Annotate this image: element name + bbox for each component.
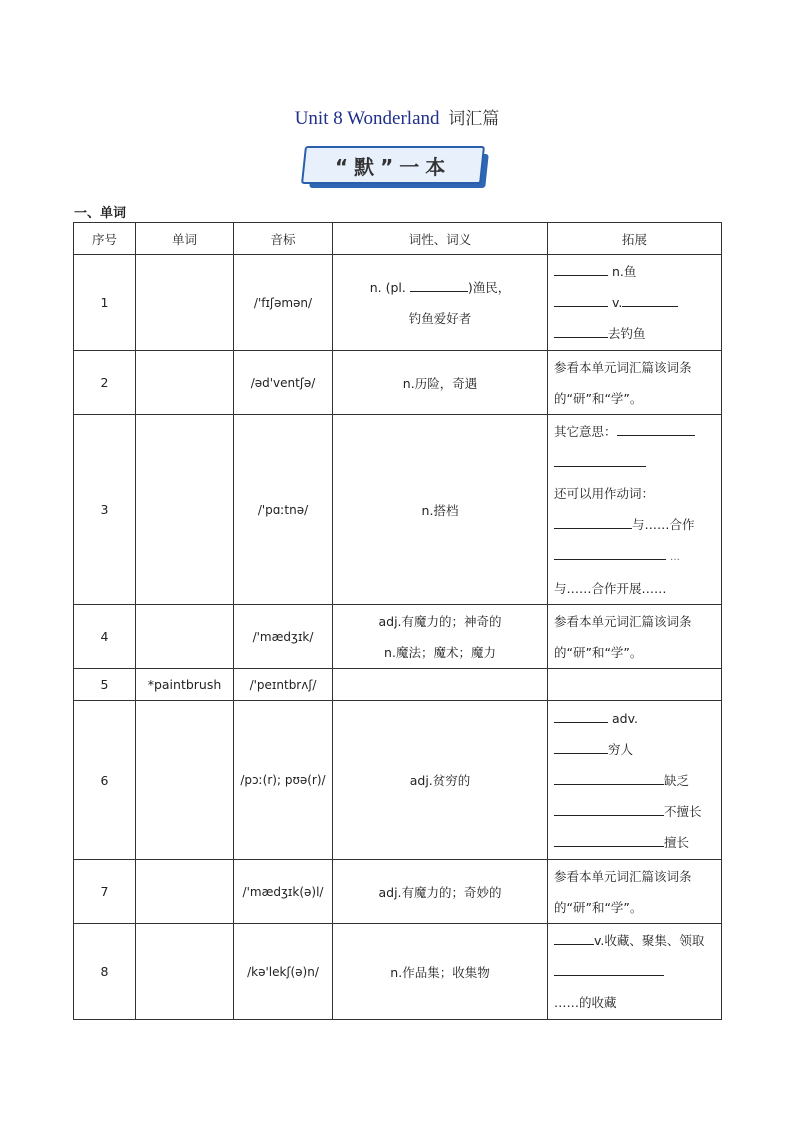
meaning-cell: n.搭档 — [333, 415, 548, 605]
extension-text: 擅长 — [664, 834, 690, 850]
fill-blank[interactable] — [554, 261, 608, 276]
column-header-meaning: 词性、词义 — [333, 223, 548, 255]
word-cell[interactable] — [136, 255, 234, 351]
fill-blank[interactable] — [554, 930, 594, 945]
fill-blank[interactable] — [554, 708, 608, 723]
table-header-row — [74, 223, 722, 255]
extension-cell — [548, 351, 722, 415]
extension-text: 不擅长 — [664, 803, 702, 819]
extension-text: v.收藏、聚集、领取 — [594, 933, 705, 948]
extension-text: ……的收藏 — [554, 995, 617, 1010]
phonetic-cell: /'peɪntbrʌʃ/ — [234, 669, 333, 701]
fill-blank[interactable] — [554, 832, 664, 847]
extension-cell — [548, 860, 722, 924]
meaning-cell — [333, 255, 548, 351]
extension-cell — [548, 924, 722, 1020]
table-row — [74, 924, 722, 1020]
extension-text: 与……合作 — [632, 516, 695, 532]
extension-cell — [548, 255, 722, 351]
meaning-text: 钓鱼爱好者 — [408, 310, 472, 326]
extension-text: n.鱼 — [611, 264, 637, 279]
phonetic-cell: /əd'ventʃə/ — [234, 351, 333, 415]
row-number: 1 — [74, 255, 136, 351]
meaning-cell: n.作品集；收集物 — [333, 924, 548, 1020]
section-badge — [303, 146, 489, 190]
meaning-cell — [333, 605, 548, 669]
extension-text: 的“研”和“学”。 — [554, 644, 643, 660]
word-cell[interactable] — [136, 415, 234, 605]
table-row — [74, 415, 722, 605]
extension-text: v. — [611, 295, 623, 310]
column-header-word: 单词 — [136, 223, 234, 255]
fill-blank[interactable] — [554, 770, 664, 785]
phonetic-cell: /pɔː(r); pʊə(r)/ — [234, 701, 333, 860]
extension-text: 缺乏 — [664, 772, 690, 788]
phonetic-cell: /kə'lekʃ(ə)n/ — [234, 924, 333, 1020]
fill-blank[interactable] — [554, 545, 666, 560]
badge-label: “默”一本 — [334, 154, 452, 179]
row-number: 5 — [74, 669, 136, 701]
extension-cell — [548, 669, 722, 701]
title-english: Unit 8 Wonderland — [294, 108, 440, 129]
fill-blank[interactable] — [554, 801, 664, 816]
table-row — [74, 669, 722, 701]
meaning-cell: n.历险，奇遇 — [333, 351, 548, 415]
meaning-text: adj.有魔力的；神奇的 — [378, 613, 502, 629]
word-cell[interactable] — [136, 351, 234, 415]
extension-text: 穷人 — [608, 741, 634, 757]
meaning-text: )渔民， — [467, 279, 511, 295]
table-row — [74, 701, 722, 860]
extension-text: 的“研”和“学”。 — [554, 390, 643, 406]
vocabulary-table — [73, 222, 722, 1020]
row-number: 6 — [74, 701, 136, 860]
column-header-number: 序号 — [74, 223, 136, 255]
phonetic-cell: /'pɑːtnə/ — [234, 415, 333, 605]
word-cell[interactable] — [136, 924, 234, 1020]
fill-blank[interactable] — [554, 961, 664, 976]
word-cell[interactable] — [136, 701, 234, 860]
row-number: 4 — [74, 605, 136, 669]
fill-blank[interactable] — [554, 514, 632, 529]
page-title — [0, 104, 794, 130]
extension-text: 与……合作开展…… — [554, 580, 667, 596]
fill-blank[interactable] — [622, 292, 678, 307]
extension-cell — [548, 605, 722, 669]
fill-blank[interactable] — [554, 452, 646, 467]
fill-blank[interactable] — [617, 421, 695, 436]
table-row — [74, 351, 722, 415]
extension-text: 去钓鱼 — [608, 326, 646, 341]
extension-text: 参看本单元词汇篇该词条 — [554, 868, 692, 884]
row-number: 2 — [74, 351, 136, 415]
extension-text: adv. — [611, 710, 638, 726]
fill-blank[interactable] — [554, 292, 608, 307]
meaning-cell: adj.有魔力的；奇妙的 — [333, 860, 548, 924]
table-row — [74, 860, 722, 924]
column-header-extension: 拓展 — [548, 223, 722, 255]
meaning-cell: adj.贫穷的 — [333, 701, 548, 860]
fill-blank[interactable] — [554, 323, 608, 338]
phonetic-cell: /'mædʒɪk(ə)l/ — [234, 860, 333, 924]
extension-text: 其它意思： — [554, 423, 617, 439]
extension-text: 参看本单元词汇篇该词条 — [554, 613, 692, 629]
badge-box — [301, 146, 485, 184]
meaning-text: n. (pl. — [369, 279, 406, 295]
extension-text: 的“研”和“学”。 — [554, 899, 643, 915]
extension-text: 参看本单元词汇篇该词条 — [554, 359, 692, 375]
word-cell[interactable] — [136, 860, 234, 924]
meaning-cell[interactable] — [333, 669, 548, 701]
table-row — [74, 255, 722, 351]
fill-blank[interactable] — [554, 739, 608, 754]
word-cell[interactable] — [136, 605, 234, 669]
column-header-phonetic: 音标 — [234, 223, 333, 255]
section-heading: 一、单词 — [74, 206, 127, 221]
word-cell: *paintbrush — [136, 669, 234, 701]
fill-blank[interactable] — [410, 277, 468, 292]
extension-cell — [548, 701, 722, 860]
extension-text: … — [669, 551, 680, 563]
table-row — [74, 605, 722, 669]
title-chinese: 词汇篇 — [448, 109, 500, 129]
extension-text: 还可以用作动词： — [554, 485, 655, 501]
row-number: 8 — [74, 924, 136, 1020]
phonetic-cell: /'fɪʃəmən/ — [234, 255, 333, 351]
row-number: 7 — [74, 860, 136, 924]
meaning-text: n.魔法；魔术；魔力 — [384, 644, 496, 660]
row-number: 3 — [74, 415, 136, 605]
phonetic-cell: /'mædʒɪk/ — [234, 605, 333, 669]
extension-cell — [548, 415, 722, 605]
